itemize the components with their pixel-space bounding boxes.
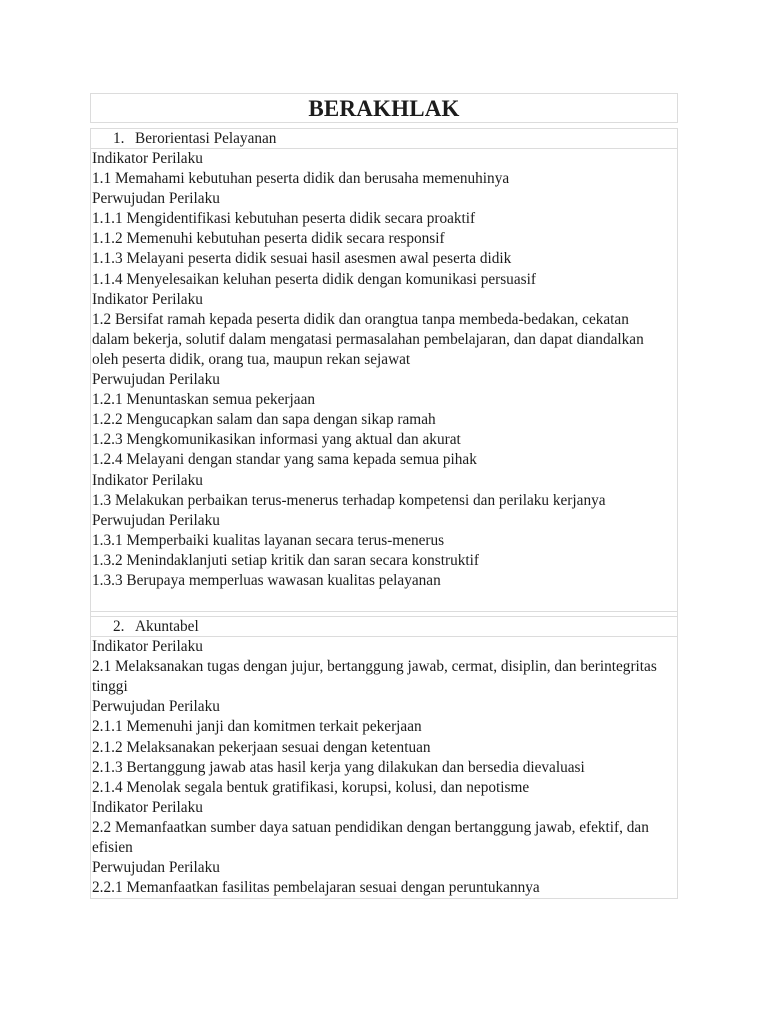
realization-item: 1.2.1 Menuntaskan semua pekerjaan — [92, 391, 316, 409]
indicator-text: 1.2 Bersifat ramah kepada peserta didik dan orangtua tanpa membeda-bedakan, cekatan dalam bekerja, solutif dalam mengatasi permasalahan pembelajaran, dan dapat diandalkan oleh peserta didik, orang tua, maupun rekan sejawat — [92, 310, 644, 368]
section-heading — [91, 129, 677, 149]
realization-item: 2.1.2 Melaksanakan pekerjaan sesuai dengan ketentuan — [92, 738, 431, 756]
indicator-text: 1.3 Melakukan perbaikan terus-menerus terhadap kompetensi dan perilaku kerjanya — [92, 491, 606, 509]
indicator-label: Indikator Perilaku — [92, 638, 203, 656]
realization-item: 2.1.3 Bertanggung jawab atas hasil kerja yang dilakukan dan bersedia dievaluasi — [92, 758, 585, 776]
document-page — [90, 93, 678, 899]
realization-label: Perwujudan Perilaku — [92, 511, 220, 529]
realization-item: 1.2.3 Mengkomunikasikan informasi yang aktual dan akurat — [92, 431, 461, 449]
realization-item: 1.1.4 Menyelesaikan keluhan peserta didik dengan komunikasi persuasif — [92, 270, 536, 288]
realization-item: 1.1.3 Melayani peserta didik sesuai hasil asesmen awal peserta didik — [92, 250, 512, 268]
realization-item: 1.3.1 Memperbaiki kualitas layanan secara terus-menerus — [92, 531, 445, 549]
section-number: 2. — [113, 618, 125, 636]
realization-item: 1.2.2 Mengucapkan salam dan sapa dengan sikap ramah — [92, 411, 436, 429]
indicator-text: 2.2 Memanfaatkan sumber daya satuan pendidikan dengan bertanggung jawab, efektif, dan efisien — [92, 818, 649, 856]
indicator-text: 1.1 Memahami kebutuhan peserta didik dan berusaha memenuhinya — [92, 170, 510, 188]
document-title: BERAKHLAK — [90, 93, 678, 123]
realization-item: 1.2.4 Melayani dengan standar yang sama kepada semua pihak — [92, 451, 477, 469]
section-heading-text: Akuntabel — [135, 618, 199, 636]
section-berorientasi-pelayanan — [90, 128, 678, 612]
section-number: 1. — [113, 130, 125, 147]
section-body — [91, 637, 677, 898]
realization-item: 1.1.2 Memenuhi kebutuhan peserta didik secara responsif — [92, 230, 445, 248]
indicator-label: Indikator Perilaku — [92, 150, 203, 167]
realization-label: Perwujudan Perilaku — [92, 698, 220, 716]
realization-label: Perwujudan Perilaku — [92, 371, 220, 389]
indicator-label: Indikator Perilaku — [92, 798, 203, 816]
indicator-label: Indikator Perilaku — [92, 290, 203, 308]
realization-item: 2.1.4 Menolak segala bentuk gratifikasi, korupsi, kolusi, dan nepotisme — [92, 778, 530, 796]
section-body — [91, 149, 677, 611]
indicator-label: Indikator Perilaku — [92, 471, 203, 489]
realization-item: 1.3.3 Berupaya memperluas wawasan kualitas pelayanan — [92, 571, 441, 589]
section-heading — [91, 617, 677, 637]
realization-item: 2.1.1 Memenuhi janji dan komitmen terkait pekerjaan — [92, 718, 422, 736]
realization-label: Perwujudan Perilaku — [92, 190, 220, 208]
realization-label: Perwujudan Perilaku — [92, 859, 220, 877]
section-heading-text: Berorientasi Pelayanan — [135, 130, 277, 147]
realization-item: 2.2.1 Memanfaatkan fasilitas pembelajaran sesuai dengan peruntukannya — [92, 879, 540, 897]
realization-item: 1.3.2 Menindaklanjuti setiap kritik dan saran secara konstruktif — [92, 551, 479, 569]
realization-item: 1.1.1 Mengidentifikasi kebutuhan peserta didik secara proaktif — [92, 210, 476, 228]
section-akuntabel — [90, 617, 678, 899]
indicator-text: 2.1 Melaksanakan tugas dengan jujur, bertanggung jawab, cermat, disiplin, dan berintegritas tinggi — [92, 658, 657, 696]
